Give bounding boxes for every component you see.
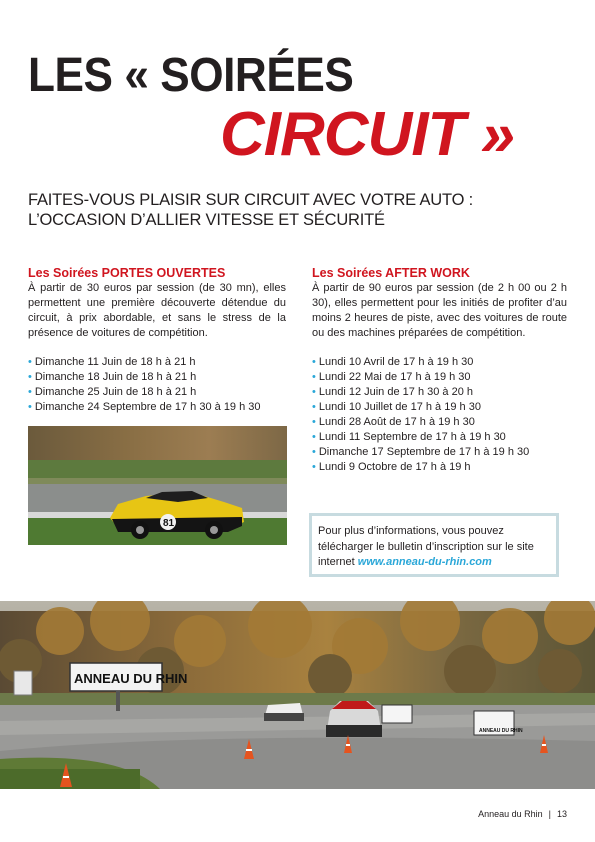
subtitle	[28, 190, 548, 230]
bullet-icon: •	[28, 356, 32, 368]
page-number: 13	[556, 809, 567, 819]
date-item: • Lundi 28 Août de 17 h à 19 h 30	[312, 416, 475, 428]
date-item: • Dimanche 24 Septembre de 17 h 30 à 19 h 30	[28, 401, 261, 413]
sign-text: ANNEAU DU RHIN	[479, 728, 523, 734]
after-work-section	[312, 266, 567, 475]
portes-ouvertes-title: Les Soirées PORTES OUVERTES	[28, 266, 226, 280]
banner-text: ANNEAU DU RHIN	[74, 671, 188, 686]
race-car-photo	[28, 426, 287, 545]
circuit-photo	[0, 601, 595, 789]
bullet-icon: •	[28, 386, 32, 398]
bullet-icon: •	[312, 386, 316, 398]
date-item: • Dimanche 11 Juin de 18 h à 21 h	[28, 356, 196, 368]
page-title-line1: LES « SOIRÉES	[28, 49, 354, 102]
bullet-icon: •	[312, 446, 316, 458]
date-item: • Dimanche 25 Juin de 18 h à 21 h	[28, 386, 197, 398]
car-number: 81	[163, 518, 175, 529]
date-item: • Lundi 10 Juillet de 17 h à 19 h 30	[312, 401, 481, 413]
page-title-line2: CIRCUIT »	[220, 100, 515, 169]
date-item: • Dimanche 17 Septembre de 17 h à 19 h 30	[312, 446, 530, 458]
white-race-car	[264, 703, 304, 721]
bullet-icon: •	[312, 461, 316, 473]
date-item: • Lundi 9 Octobre de 17 h à 19 h	[312, 461, 471, 473]
bullet-icon: •	[312, 401, 316, 413]
portes-ouvertes-body: À partir de 30 euros par session (de 30 mn), elles permettent une première découverte détendue du circuit, à prix abordable, et sans le stress de la présence de voitures de compétition.	[28, 282, 286, 339]
date-item: • Lundi 10 Avril de 17 h à 19 h 30	[312, 356, 474, 368]
after-work-dates	[312, 355, 567, 475]
bullet-icon: •	[28, 401, 32, 413]
page-footer	[478, 809, 567, 819]
bullet-icon: •	[312, 371, 316, 383]
portes-ouvertes-dates	[28, 355, 286, 415]
subtitle-line1: FAITES-VOUS PLAISIR SUR CIRCUIT AVEC VOTRE AUTO :	[28, 191, 473, 209]
after-work-title: Les Soirées AFTER WORK	[312, 266, 470, 280]
info-text: Pour plus d’informations, vous pouvez télécharger le bulletin d’inscription sur le site internet	[318, 525, 534, 568]
bullet-icon: •	[312, 356, 316, 368]
after-work-body: À partir de 90 euros par session (de 2 h 00 ou 2 h 30), elles permettent pour les initiés de profiter d’au moins 2 heures de piste, avec des voitures de route ou des machines préparées de compétition.	[312, 282, 567, 339]
website-link[interactable]: www.anneau-du-rhin.com	[357, 556, 492, 568]
info-box	[309, 513, 559, 577]
footer-separator: |	[548, 809, 551, 819]
subtitle-line2: L’OCCASION D’ALLIER VITESSE ET SÉCURITÉ	[28, 211, 385, 229]
portes-ouvertes-section	[28, 266, 286, 415]
date-item: • Lundi 11 Septembre de 17 h à 19 h 30	[312, 431, 506, 443]
bullet-icon: •	[312, 431, 316, 443]
bullet-icon: •	[28, 371, 32, 383]
publication-name: Anneau du Rhin	[478, 809, 543, 819]
bullet-icon: •	[312, 416, 316, 428]
date-item: • Dimanche 18 Juin de 18 h à 21 h	[28, 371, 197, 383]
date-item: • Lundi 22 Mai de 17 h à 19 h 30	[312, 371, 471, 383]
date-item: • Lundi 12 Juin de 17 h 30 à 20 h	[312, 386, 473, 398]
